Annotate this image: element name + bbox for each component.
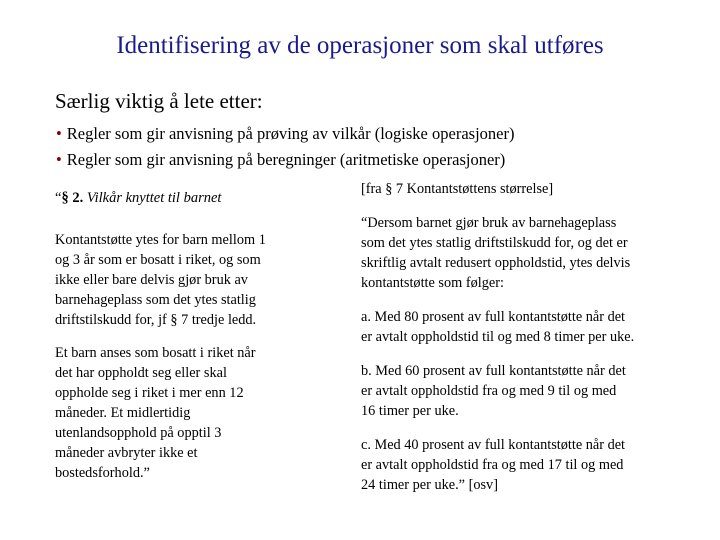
slide-title: Identifisering av de operasjoner som skal utføres [116, 32, 604, 59]
bullet-item [56, 121, 514, 147]
paragraph-line: måneder. Et midlertidig [55, 405, 191, 421]
quoted-rule-column [361, 179, 691, 509]
paragraph-line: 16 timer per uke. [361, 403, 459, 419]
paragraph-line: er avtalt oppholdstid fra og med 9 til og med [361, 383, 617, 399]
heading-quote: “ [55, 190, 62, 206]
paragraph-line: er avtalt oppholdstid fra og med 17 til og med [361, 457, 624, 473]
paragraph-line: og 3 år som er bosatt i riket, og som [55, 252, 261, 268]
paragraph-line: barnehageplass som det ytes statlig [55, 292, 256, 308]
paragraph-line: bostedsforhold.” [55, 465, 150, 481]
bullet-text: Regler som gir anvisning på prøving av vilkår (logiske operasjoner) [66, 124, 515, 143]
paragraph-line: 24 timer per uke.” [osv] [361, 477, 498, 493]
paragraph-spacer [55, 330, 320, 343]
rule-intro [361, 213, 691, 293]
rule-item-b [361, 361, 691, 421]
paragraph-line: er avtalt oppholdstid til og med 8 timer per uke. [361, 329, 635, 345]
paragraph-line: Et barn anses som bosatt i riket når [55, 345, 256, 361]
section-heading [55, 190, 320, 207]
law-section-column [55, 190, 320, 483]
paragraph-line: skriftlig avtalt redusert oppholdstid, ytes delvis [361, 255, 631, 271]
bullet-item [56, 147, 514, 173]
section-title: Vilkår knyttet til barnet [83, 190, 222, 206]
paragraph-line: måneder avbryter ikke et [55, 445, 198, 461]
paragraph-line: ikke eller bare delvis gjør bruk av [55, 272, 248, 288]
intro-text: Særlig viktig å lete etter: [55, 89, 263, 113]
paragraph-line: driftstilskudd for, jf § 7 tredje ledd. [55, 312, 257, 328]
bullet-text: Regler som gir anvisning på beregninger (aritmetiske operasjoner) [66, 150, 506, 169]
section-number: § 2. [61, 190, 84, 206]
bullet-mark: • [56, 124, 62, 143]
source-reference: [fra § 7 Kontantstøttens størrelse] [361, 181, 554, 197]
paragraph-line: som det ytes statlig driftstilskudd for, og det er [361, 235, 628, 251]
paragraph-line: c. Med 40 prosent av full kontantstøtte når det [361, 437, 626, 453]
section-paragraph-2 [55, 343, 320, 483]
bullet-mark: • [56, 150, 62, 169]
rule-item-c [361, 435, 691, 495]
section-paragraph-1 [55, 230, 320, 330]
bullet-list [56, 121, 514, 173]
paragraph-line: b. Med 60 prosent av full kontantstøtte når det [361, 363, 626, 379]
paragraph-line: Kontantstøtte ytes for barn mellom 1 [55, 232, 266, 248]
paragraph-line: oppholde seg i riket i mer enn 12 [55, 385, 244, 401]
paragraph-line: “Dersom barnet gjør bruk av barnehageplass [361, 215, 617, 231]
paragraph-line: a. Med 80 prosent av full kontantstøtte når det [361, 309, 626, 325]
paragraph-line: kontantstøtte som følger: [361, 275, 504, 291]
paragraph-line: utenlandsopphold på opptil 3 [55, 425, 222, 441]
paragraph-line: det har oppholdt seg eller skal [55, 365, 227, 381]
rule-item-a [361, 307, 691, 347]
